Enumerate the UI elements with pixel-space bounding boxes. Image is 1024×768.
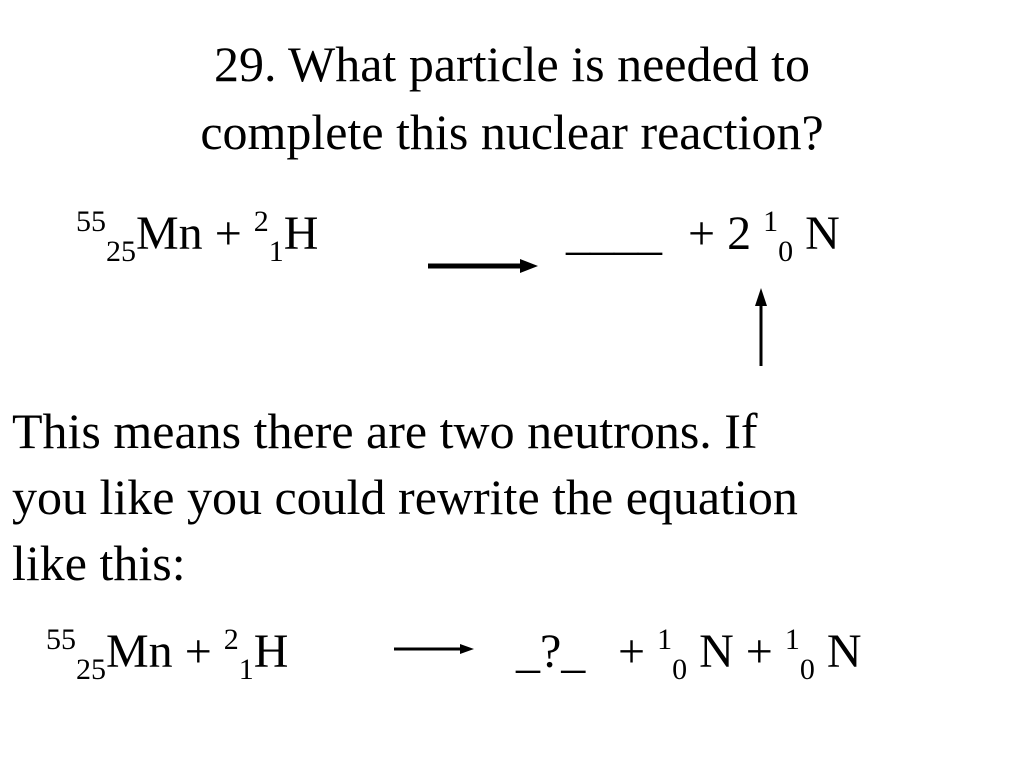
- neutron-symbol: N: [699, 625, 734, 678]
- explanation-line-1: This means there are two neutrons. If: [12, 403, 758, 459]
- neutron-atomic-number: 0: [672, 653, 688, 686]
- question-title-line-2: complete this nuclear reaction?: [200, 104, 824, 160]
- question-title-line-1: 29. What particle is needed to: [213, 36, 811, 92]
- mn-symbol: Mn: [106, 625, 173, 678]
- pointer-up-arrow-icon: [746, 286, 776, 370]
- neutron-coefficient: 2: [727, 207, 752, 260]
- h-mass-number: 2: [223, 623, 239, 656]
- explanation-line-3: like this:: [12, 535, 186, 591]
- plus-sign: +: [184, 625, 212, 678]
- reaction-arrow-icon: [392, 640, 482, 660]
- neutron-atomic-number: 0: [799, 653, 815, 686]
- equation-1-products: [688, 206, 840, 268]
- mn-mass-number: 55: [46, 623, 76, 656]
- plus-sign: +: [618, 625, 646, 678]
- h-symbol: H: [283, 207, 319, 260]
- equation-2-reactants: [46, 624, 288, 686]
- mn-atomic-number: 25: [76, 653, 106, 686]
- explanation-text: [12, 398, 972, 596]
- neutron-mass-number: 1: [784, 623, 800, 656]
- explanation-line-2: you like you could rewrite the equation: [12, 469, 798, 525]
- h-atomic-number: 1: [268, 235, 284, 268]
- equation-2-products: [618, 624, 862, 686]
- unknown-particle: _?_: [516, 625, 586, 678]
- answer-blank: ____: [566, 207, 662, 260]
- neutron-symbol: N: [826, 625, 862, 678]
- neutron-mass-number: 1: [657, 623, 673, 656]
- plus-sign: +: [745, 625, 773, 678]
- h-atomic-number: 1: [238, 653, 254, 686]
- question-title: [0, 30, 1024, 166]
- equation-1-reactants: [76, 206, 318, 268]
- neutron-atomic-number: 0: [778, 235, 794, 268]
- mn-symbol: Mn: [136, 207, 203, 260]
- h-symbol: H: [253, 625, 289, 678]
- h-mass-number: 2: [253, 205, 269, 238]
- neutron-symbol: N: [805, 207, 840, 260]
- plus-sign: +: [214, 207, 242, 260]
- neutron-mass-number: 1: [763, 205, 779, 238]
- plus-sign: +: [688, 207, 716, 260]
- mn-mass-number: 55: [76, 205, 106, 238]
- mn-atomic-number: 25: [106, 235, 136, 268]
- reaction-arrow-icon: [424, 250, 544, 280]
